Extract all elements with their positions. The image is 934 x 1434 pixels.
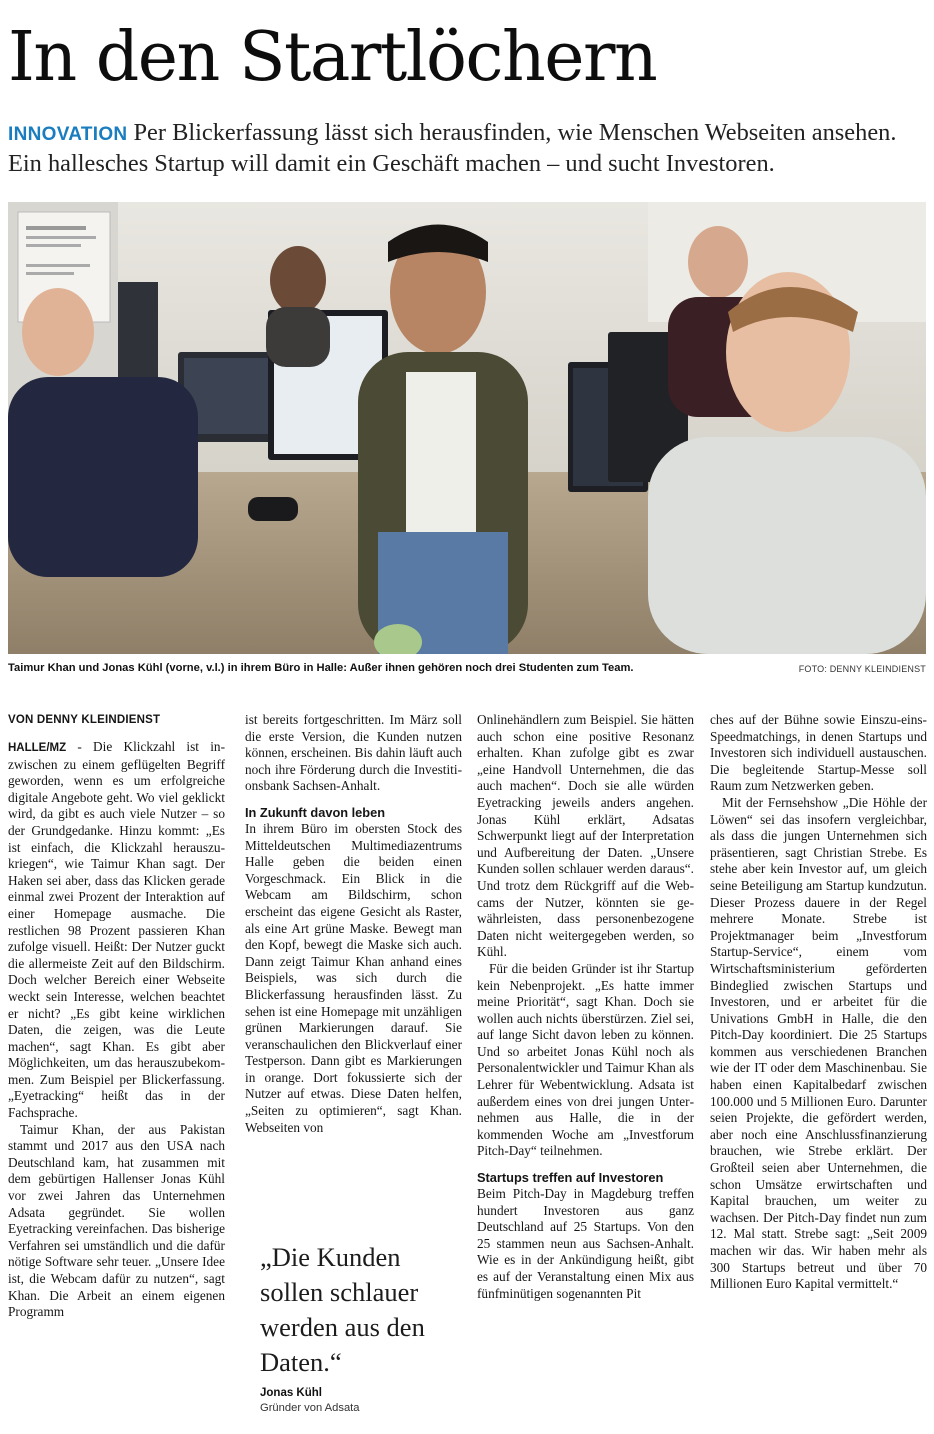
paragraph: Taimur Khan, der aus Pakistan stammt und 2017 aus den USA nach Deutschland kam, hat zusammen mit dem gebürtigen Hallenser Jonas Kühl vor zwei Jahren das Unternehmen Adsata gegründet. Sie wollen Eyetracking vereinfachen. Das bisherige Verfahren sei umständlich und die dafür nötige Software sehr teuer. „Unsere Idee ist, die Webcam dafür zu nutzen“, sagt Khan. Die Arbeit an einem eigenen Programm <box>8 1121 225 1320</box>
paragraph: Für die beiden Gründer ist ihr Startup kein Nebenprojekt. „Es hatte immer meine Priorität“, sagt Khan. Doch sie wollen auch nichts überstürzen. Ziel sei, auf lange Sicht davon leben zu können. Und so arbeitet Jonas Kühl noch als Personalentwickler und Taimur Khan als Lehrer für Webentwicklung. Adsata ist außerdem eines von drei jungen Unternehmen aus Halle, die in der kommenden Woche am „Investforum Pitch-Day“ teilnehmen. <box>477 960 694 1159</box>
subhead: In Zukunft davon leben <box>245 804 386 820</box>
paragraph: Mit der Fernsehshow „Die Höhle der Löwen“ sei das insofern vergleichbar, als dass die jungen Unternehmen sich präsentieren, sagt Christian Strebe. Es stehe aber kein Investor auf, um gleich seine Beteiligung am Startup kundzutun. Dieser Prozess dauere in der Regel mehrere Monate. Strebe ist Projektmanager beim „Investforum Startup-Service“, einem vom Wirtschaftsministerium geförderten Bindeglied zwischen Startups und Investoren, und er arbeitet für die Univations GmbH in Halle, die den Pitch-Day koordiniert. Die 25 Startups kommen aus verschiedenen Branchen wie der IT oder dem Maschinenbau. Sie haben einen Kapitalbedarf zwischen 100.000 und 5 Millionen Euro. Darunter seien Projekte, die gefördert werden, aber noch eine Anschlussfinanzierung brauchen, wie Strebe erklärt. Der Großteil seien aber Unternehmen, die schon Umsätze erwirtschaften und Kapital brauchen, um weiter zu wachsen. Der Pitch-Day findet nun zum 12. Mal statt. Strebe sagt: „Seit 2009 machen wir das. Wir haben mehr als 300 Startups betreut und über 70 Millionen Euro Kapital vermittelt.“ <box>710 794 927 1292</box>
paragraph: Beim Pitch-Day in Magdeburg treffen hundert Investoren aus ganz Deutschland auf 25 Startups. Von den 25 stammen neun aus Sachsen-Anhalt. Wie es in der Ankündigung heißt, gibt es auf der Veranstaltung einen Mix aus fünfminütigen sogenannten Pit <box>477 1186 694 1301</box>
dek-text: Per Blickerfassung lässt sich herausfinden, wie Menschen Webseiten ansehen. Ein hallesches Startup will damit ein Geschäft machen – und sucht Investoren. <box>8 119 897 177</box>
paragraph: Onlinehändlern zum Beispiel. Sie hätten auch schon eine positive Resonanz erhalten. Khan zufolge gibt es zwar „eine Handvoll Unternehmen, die das auch machen“. Doch sie alle würden Eyetracking jeweils anders angehen. Jonas Kühl erklärt, Adsatas Schwerpunkt liegt auf der Interpretation und Aufbereitung der Daten. „Unsere Kunden sollen schlauer werden daraus“. Und trotz dem Rückgriff auf die Webcams der Nutzer, könnten sie gewährleisten, dass personenbezogene Daten nicht weitergegeben werden, so Kühl. <box>477 712 694 960</box>
team-photo <box>8 202 926 654</box>
paragraph: ist bereits fortgeschritten. Im März soll die erste Version, die Kunden nutzen können, erscheinen. Bis dahin läuft auch noch ihre Förderung durch die Investitionsbank Sachsen-Anhalt. <box>245 712 462 794</box>
photo-caption: Taimur Khan und Jonas Kühl (vorne, v.l.) in ihrem Büro in Halle: Außer ihnen gehören noch drei Studenten zum Team. <box>8 662 634 674</box>
article-column-3 <box>477 712 694 1302</box>
pull-quote-name: Jonas Kühl <box>260 1387 322 1399</box>
article-column-2 <box>245 712 462 1136</box>
photo-credit: FOTO: DENNY KLEINDIENST <box>798 664 926 674</box>
paragraph: ches auf der Bühne sowie Einszu-eins-Speedmatchings, in denen Startups und Investoren sich individuell austauschen. Die begleitende Startup-Messe soll Raum zum Netzwerken geben. <box>710 712 927 794</box>
byline: VON DENNY KLEINDIENST <box>8 714 161 726</box>
dek <box>8 118 928 178</box>
paragraph: In ihrem Büro im obersten Stock des Mitteldeutschen Multimediazentrums Halle geben die beiden einen Vorgeschmack. Ein Blick in die Webcam am Bildschirm, schon erscheint das eigene Gesicht als Raster, als eine Art grüne Maske. Bewegt man den Kopf, bewegt die Maske sich auch. Dann zeigt Taimur Khan anhand eines Beispiels, was sich durch die Blickerfassung herausfinden lässt. Zu sehen ist eine Homepage mit unzähligen grünen Markierungen darauf. Sie veranschaulichen den Blickverlauf einer Testperson. Dann gibt es Markierungen in orange. Dort fokussierte sich der Nutzer auf etwas. Diese Daten helfen, „Seiten zu optimieren“, sagt Khan. Webseiten von <box>245 820 462 1135</box>
headline: In den Startlöchern <box>8 18 657 97</box>
pull-quote <box>260 1240 465 1415</box>
dateline: HALLE/MZ <box>8 742 67 754</box>
kicker: INNOVATION <box>8 124 128 145</box>
article-column-4 <box>710 712 927 1293</box>
article-column-1 <box>8 712 225 1321</box>
paragraph-text: - Die Klickzahl ist inzwischen zu einem geflügelten Begriff geworden, wenn es um erfolgreiche digitale Angebote geht. Wo viel geklickt wird, da gibt es auch viele Nutzer – so der Grundgedanke. Hinzu kommt: „Es ist einfach, die Klickzahl herauszukriegen“, wie Taimur Khan sagt. Der Haken sei aber, dass das Klicken gerade einmal zwei Prozent der Interaktion auf einer Homepage ausmache. Die restlichen 98 Prozent passieren Khan zufolge visuell. Heißt: Der Nutzer guckt die allermeiste Zeit auf den Bildschirm. Doch welcher Bereich einer Webseite weckt sein Interesse, welchen beachtet er nicht? „Es gibt keine wirklichen Daten, die zeigen, was die Leute machen“, sagt Khan. Es gibt aber Möglichkeiten, um das herauszubekommen. Zum Beispiel per Blickerfassung. „Eyetracking“ heißt das in der Fachsprache. <box>8 739 225 1121</box>
paragraph <box>8 739 225 1122</box>
pull-quote-role: Gründer von Adsata <box>260 1402 360 1414</box>
subhead: Startups treffen auf Investoren <box>477 1170 664 1186</box>
pull-quote-text: „Die Kunden sollen schlauer werden aus den Daten.“ <box>260 1242 425 1377</box>
